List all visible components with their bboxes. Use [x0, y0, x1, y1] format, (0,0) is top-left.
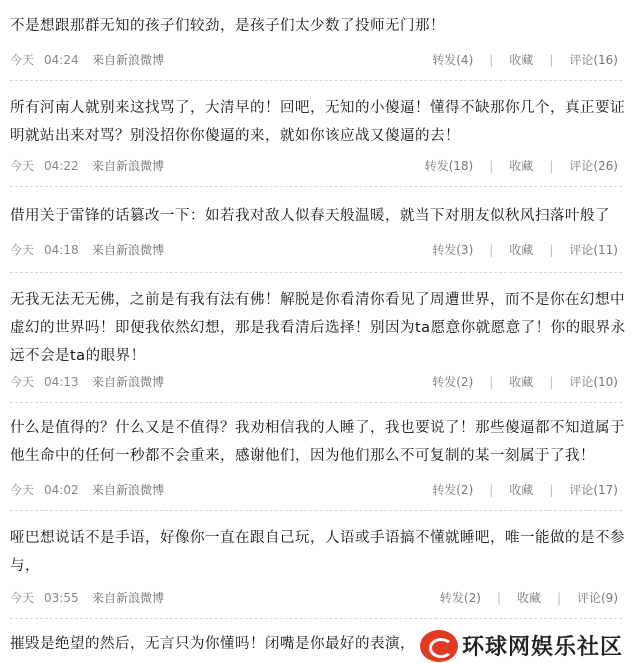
repost-link[interactable]: 转发(18) [424, 159, 474, 173]
post-source-link[interactable]: 来自新浪微博 [92, 375, 165, 389]
favorite-link[interactable]: 收藏 [509, 375, 534, 389]
post-time: 今天 04:24 [10, 53, 79, 67]
post-text: 摧毁是绝望的然后，无言只为你懂吗！闭嘴是你最好的表演， [10, 636, 415, 652]
post-meta [10, 480, 620, 500]
post-actions [438, 588, 620, 608]
comment-link[interactable]: 评论(10) [569, 375, 618, 389]
post-text: 不是想跟那群无知的孩子们较劲，是孩子们太少数了投师无门那！ [10, 18, 445, 34]
action-separator: | [489, 375, 494, 389]
post-actions [430, 372, 620, 392]
action-separator: | [549, 243, 554, 257]
post-divider [10, 80, 622, 81]
post-meta [10, 588, 620, 608]
favorite-link[interactable]: 收藏 [509, 53, 534, 67]
post-divider [10, 402, 622, 403]
repost-link[interactable]: 转发(2) [432, 375, 474, 389]
watermark-text: 环球网娱乐社区 [462, 634, 624, 660]
comment-link[interactable]: 评论(9) [577, 591, 618, 605]
post-divider [10, 618, 622, 619]
action-separator: | [556, 591, 561, 605]
post-actions [430, 480, 620, 500]
action-separator: | [489, 243, 494, 257]
post-source-link[interactable]: 来自新浪微博 [92, 243, 165, 257]
comment-link[interactable]: 评论(26) [569, 159, 618, 173]
favorite-link[interactable]: 收藏 [516, 591, 541, 605]
action-separator: | [496, 591, 501, 605]
action-separator: | [549, 483, 554, 497]
post-divider [10, 272, 622, 273]
action-separator: | [489, 483, 494, 497]
post-time: 今天 04:22 [10, 159, 79, 173]
post-divider [10, 186, 622, 187]
repost-link[interactable]: 转发(2) [439, 591, 481, 605]
favorite-link[interactable]: 收藏 [509, 159, 534, 173]
post-meta [10, 50, 620, 70]
watermark [420, 628, 640, 663]
post-source-link[interactable]: 来自新浪微博 [92, 159, 165, 173]
repost-link[interactable]: 转发(3) [432, 243, 474, 257]
post-divider [10, 510, 622, 511]
post-time: 今天 04:18 [10, 243, 79, 257]
post-time: 今天 04:13 [10, 375, 79, 389]
post-meta [10, 156, 620, 176]
watermark-logo-icon [420, 630, 458, 662]
repost-link[interactable]: 转发(2) [432, 483, 474, 497]
post-time: 今天 04:02 [10, 483, 79, 497]
comment-link[interactable]: 评论(16) [569, 53, 618, 67]
post-time: 今天 03:55 [10, 591, 79, 605]
action-separator: | [549, 53, 554, 67]
post-source-link[interactable]: 来自新浪微博 [92, 483, 165, 497]
post-text: 无我无法无无佛，之前是有我有法有佛！解脱是你看清你看见了周遭世界，而不是你在幻想中虚幻的世界吗！即便我依然幻想，那是我看清后选择！别因为ta愿意你就愿意了！你的眼界永远不会是ta的眼界！ [10, 292, 626, 364]
favorite-link[interactable]: 收藏 [509, 483, 534, 497]
post-text: 哑巴想说话不是手语，好像你一直在跟自己玩，人语或手语搞不懂就睡吧，唯一能做的是不参与， [10, 530, 625, 574]
favorite-link[interactable]: 收藏 [509, 243, 534, 257]
action-separator: | [489, 159, 494, 173]
post-actions [423, 156, 620, 176]
comment-link[interactable]: 评论(11) [569, 243, 618, 257]
action-separator: | [489, 53, 494, 67]
action-separator: | [549, 159, 554, 173]
post-meta [10, 240, 620, 260]
post-source-link[interactable]: 来自新浪微博 [92, 591, 165, 605]
repost-link[interactable]: 转发(4) [432, 53, 474, 67]
post-source-link[interactable]: 来自新浪微博 [92, 53, 165, 67]
comment-link[interactable]: 评论(17) [569, 483, 618, 497]
post-text: 借用关于雷锋的话篡改一下：如若我对敌人似春天般温暖，就当下对朋友似秋风扫落叶般了 [10, 208, 610, 224]
post-meta [10, 372, 620, 392]
post-actions [430, 240, 620, 260]
post-text: 所有河南人就别来这找骂了，大清早的！回吧，无知的小傻逼！懂得不缺那你几个，真正要证明就站出来对骂？别没招你你傻逼的来，就如你该应战又傻逼的去！ [10, 100, 625, 144]
post-text: 什么是值得的？什么又是不值得？我劝相信我的人睡了，我也要说了！那些傻逼都不知道属于他生命中的任何一秒都不会重来，感谢他们，因为他们那么不可复制的某一刻属于了我！ [10, 420, 625, 464]
action-separator: | [549, 375, 554, 389]
post-actions [430, 50, 620, 70]
